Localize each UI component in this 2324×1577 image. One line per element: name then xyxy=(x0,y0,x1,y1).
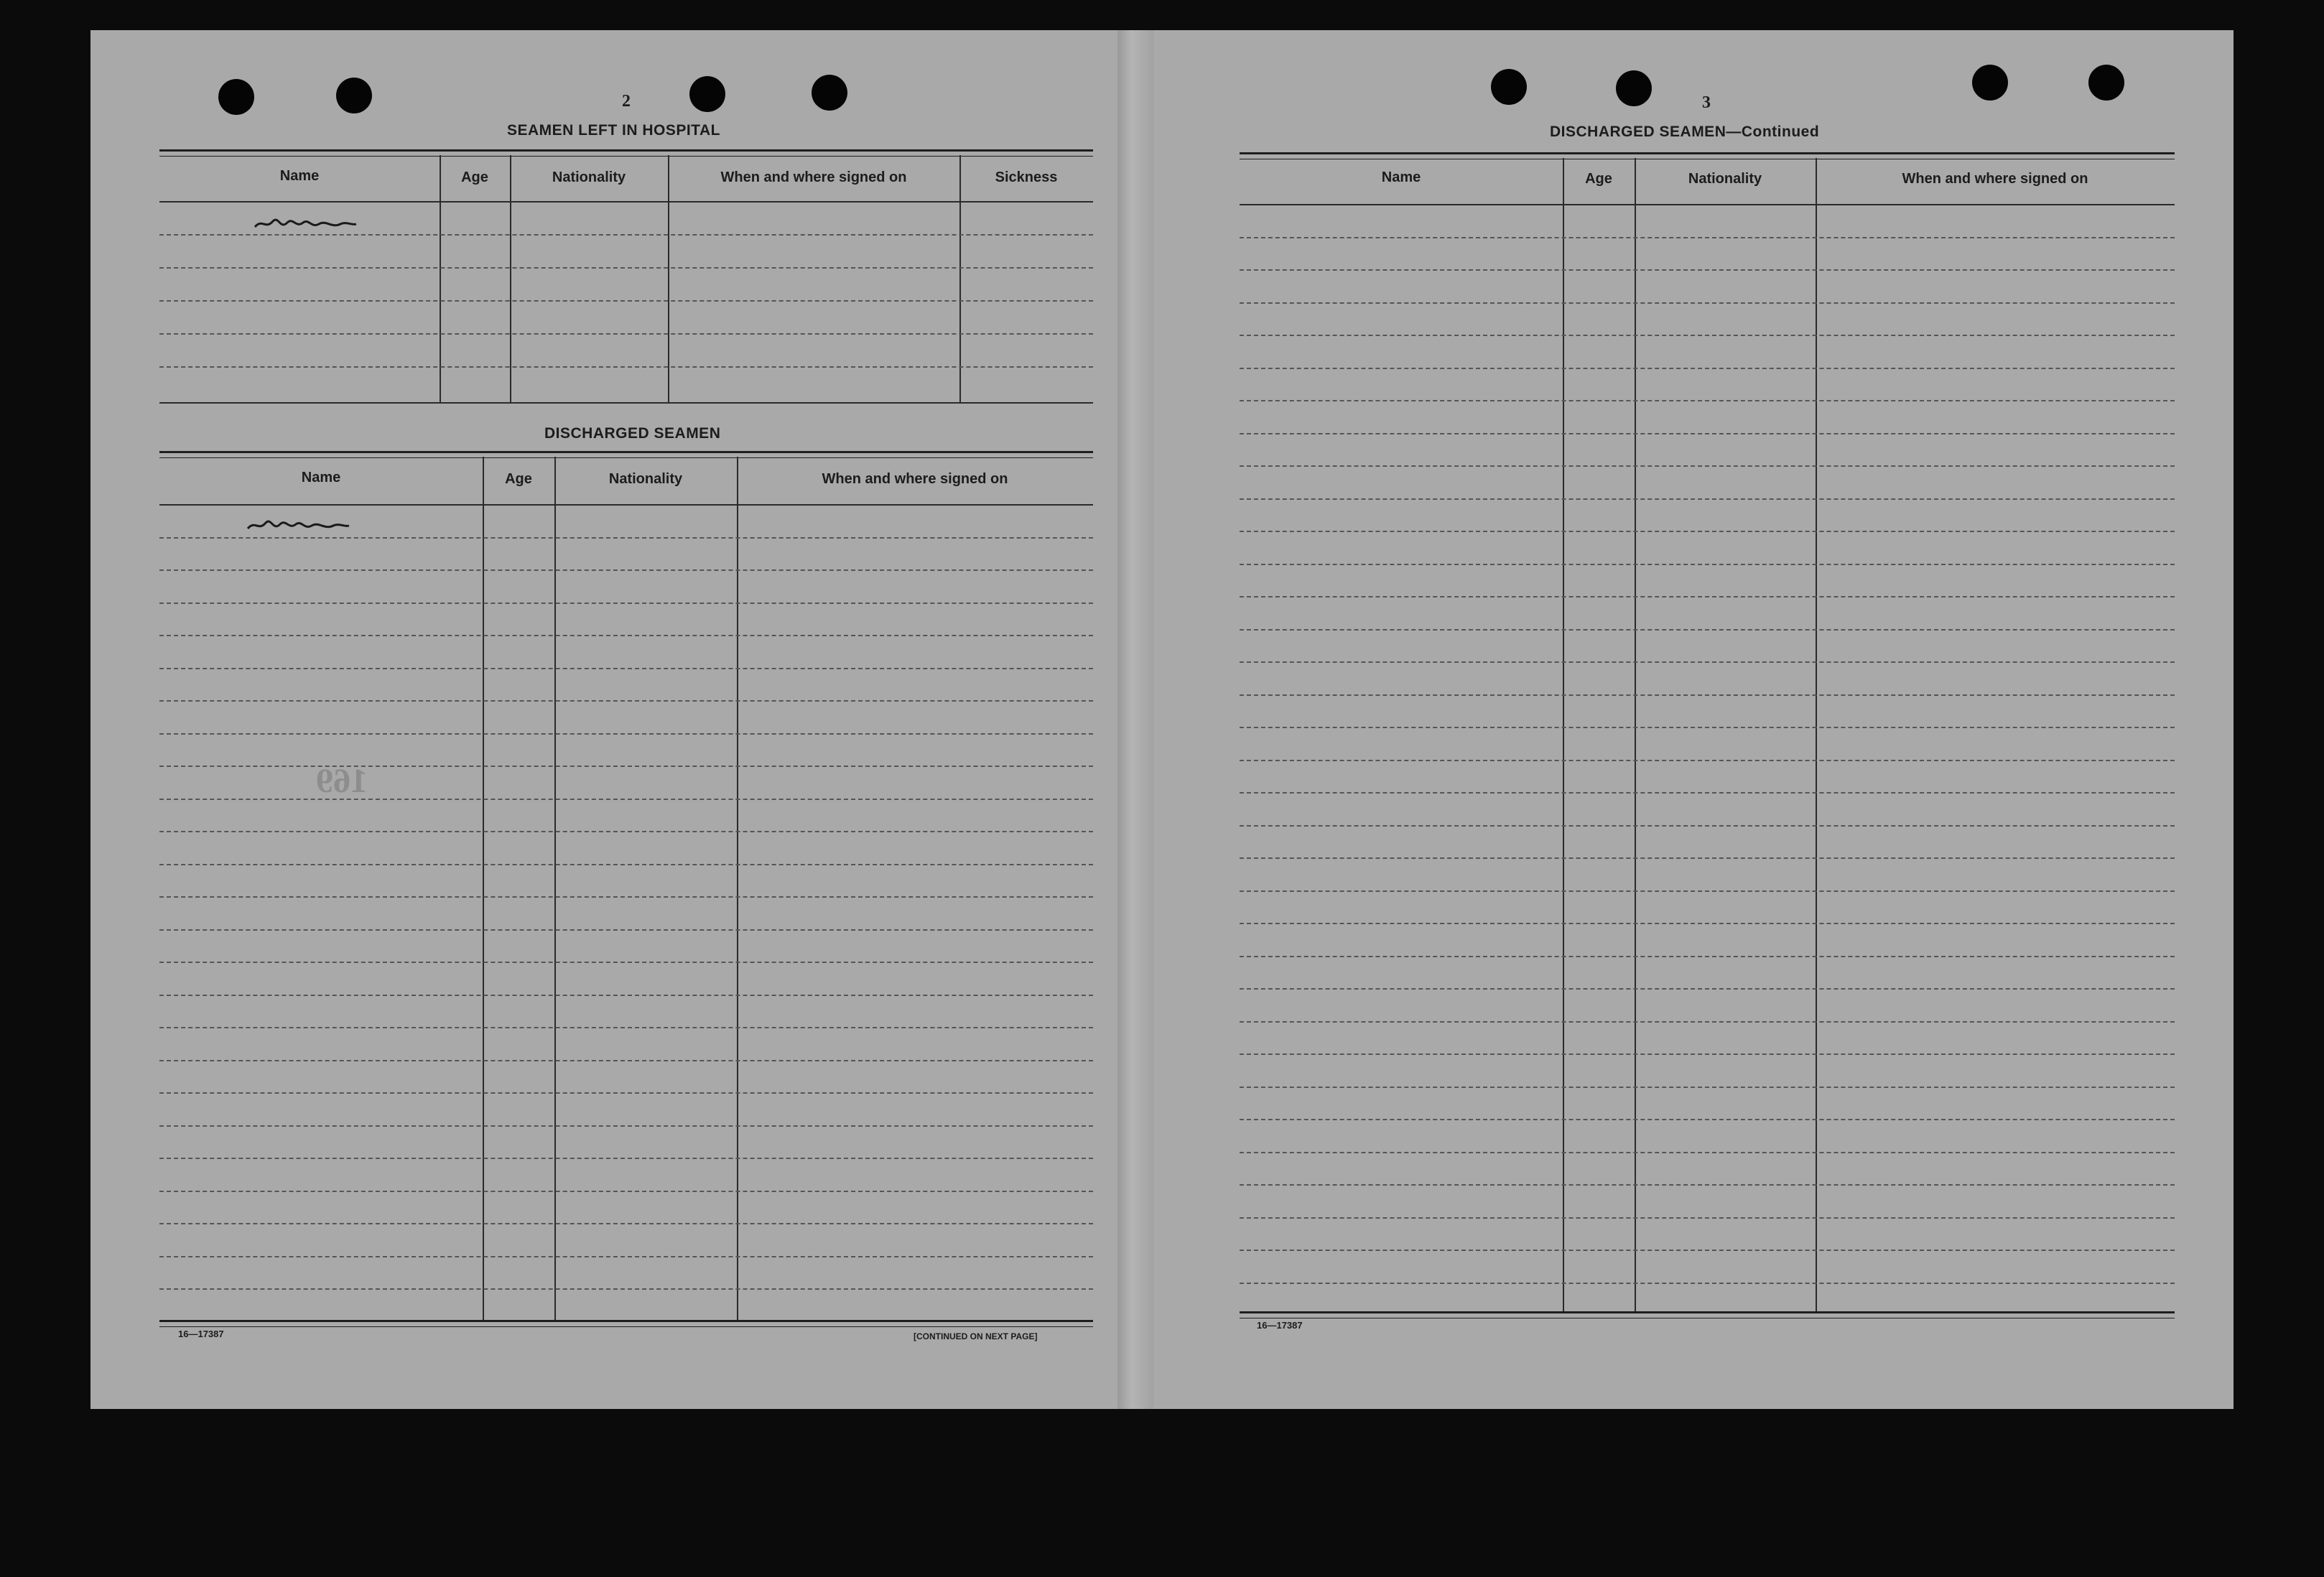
hospital-col-nationality: Nationality xyxy=(552,169,626,185)
table-row xyxy=(159,799,1093,800)
table-row xyxy=(1240,1250,2175,1251)
form-number: 16—17387 xyxy=(1257,1320,1303,1331)
table-row xyxy=(159,1223,1093,1224)
table-row xyxy=(159,603,1093,604)
binder-hole xyxy=(1616,70,1652,106)
table-row xyxy=(159,929,1093,931)
table-row xyxy=(1240,237,2175,238)
discharged-col-age: Age xyxy=(505,471,532,487)
binder-hole xyxy=(1972,65,2008,101)
table-row xyxy=(159,896,1093,898)
table-row xyxy=(159,864,1093,865)
binder-hole xyxy=(336,78,372,113)
page-number: 3 xyxy=(1702,93,1711,112)
discharged-bottom-rule xyxy=(159,1320,1093,1327)
table-row xyxy=(159,668,1093,669)
hospital-col-age: Age xyxy=(461,169,488,185)
hospital-section-title: SEAMEN LEFT IN HOSPITAL xyxy=(507,122,720,139)
discharged-col-name: Name xyxy=(301,470,341,485)
table-row xyxy=(1240,988,2175,990)
page-number: 2 xyxy=(622,92,631,111)
table-row xyxy=(159,995,1093,996)
right-col-name: Name xyxy=(1381,169,1421,185)
table-row xyxy=(159,366,1093,368)
right-col-age: Age xyxy=(1585,171,1612,187)
table-row xyxy=(159,267,1093,269)
table-row xyxy=(159,333,1093,335)
table-row xyxy=(1240,400,2175,401)
table-row xyxy=(159,569,1093,571)
right-col-signed-on: When and where signed on xyxy=(1902,171,2088,187)
table-row xyxy=(1240,531,2175,532)
table-row xyxy=(159,1158,1093,1159)
table-row xyxy=(1240,1283,2175,1284)
table-row xyxy=(159,1092,1093,1094)
hospital-col-signed-on: When and where signed on xyxy=(720,169,907,185)
discharged-continued-title: DISCHARGED SEAMEN—Continued xyxy=(1550,124,1820,140)
binder-hole xyxy=(1491,69,1527,105)
table-row xyxy=(1240,269,2175,271)
page-fold xyxy=(1117,30,1153,1409)
table-row xyxy=(159,1125,1093,1127)
table-row xyxy=(159,1191,1093,1192)
discharged-top-rule xyxy=(159,451,1093,458)
table-row xyxy=(159,831,1093,832)
continued-note: [CONTINUED ON NEXT PAGE] xyxy=(914,1331,1038,1341)
table-row xyxy=(1240,368,2175,369)
right-bottom-rule xyxy=(1240,1311,2175,1318)
table-row xyxy=(159,733,1093,735)
right-top-rule xyxy=(1240,152,2175,159)
table-row xyxy=(159,537,1093,539)
bleed-through-stamp: 169 xyxy=(316,762,368,800)
table-row xyxy=(1240,1152,2175,1153)
table-row xyxy=(1240,302,2175,304)
table-row xyxy=(1240,1021,2175,1023)
table-row xyxy=(1240,335,2175,336)
discharged-col-nationality: Nationality xyxy=(608,471,683,487)
hospital-top-rule xyxy=(159,149,1093,157)
binder-hole xyxy=(218,79,254,115)
table-row xyxy=(1240,694,2175,696)
table-row xyxy=(1240,433,2175,434)
right-col-nationality: Nationality xyxy=(1688,171,1762,187)
hospital-col-name: Name xyxy=(279,168,320,184)
table-row xyxy=(1240,792,2175,794)
binder-hole xyxy=(689,76,725,112)
table-row xyxy=(159,1060,1093,1061)
table-row xyxy=(1240,1184,2175,1186)
table-row xyxy=(1240,727,2175,728)
table-row xyxy=(1240,661,2175,663)
table-row xyxy=(159,962,1093,963)
table-row xyxy=(1240,890,2175,892)
table-row xyxy=(1240,596,2175,597)
table-row xyxy=(159,300,1093,302)
handwritten-scrawl xyxy=(244,514,352,536)
hospital-col-sickness: Sickness xyxy=(995,169,1058,185)
table-row xyxy=(159,1288,1093,1290)
form-number: 16—17387 xyxy=(178,1329,224,1339)
table-row xyxy=(1240,1217,2175,1219)
binder-hole xyxy=(2088,65,2124,101)
table-row xyxy=(1240,564,2175,565)
table-row xyxy=(159,635,1093,636)
right-discharged-rows xyxy=(1240,204,2175,1313)
table-row xyxy=(1240,498,2175,500)
table-row xyxy=(1240,923,2175,924)
table-row xyxy=(159,234,1093,236)
table-row xyxy=(159,1027,1093,1028)
discharged-rows xyxy=(159,504,1093,1320)
table-row xyxy=(159,766,1093,767)
table-row xyxy=(1240,465,2175,467)
discharged-section-title: DISCHARGED SEAMEN xyxy=(544,425,721,442)
table-row xyxy=(1240,857,2175,859)
table-row xyxy=(1240,825,2175,827)
hospital-bottom-rule xyxy=(159,402,1093,404)
table-row xyxy=(1240,1087,2175,1088)
table-row xyxy=(1240,956,2175,957)
table-row xyxy=(159,700,1093,702)
handwritten-scrawl xyxy=(251,213,359,234)
table-row xyxy=(159,1256,1093,1257)
table-row xyxy=(1240,1119,2175,1120)
discharged-col-signed-on: When and where signed on xyxy=(822,471,1008,487)
table-row xyxy=(1240,760,2175,761)
table-row xyxy=(1240,1053,2175,1055)
table-row xyxy=(1240,629,2175,631)
binder-hole xyxy=(812,75,847,111)
